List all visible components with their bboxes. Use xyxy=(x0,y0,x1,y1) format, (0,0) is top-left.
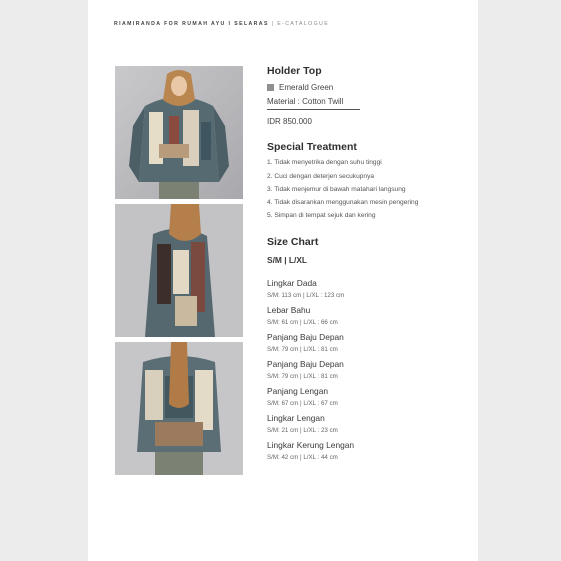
size-options: S/M | L/XL xyxy=(267,255,308,265)
color-row xyxy=(267,83,467,92)
measurement-label: Panjang Baju Depan xyxy=(267,332,344,342)
measurement-label: Panjang Baju Depan xyxy=(267,359,344,369)
brand-name: RIAMIRANDA FOR RUMAH AYU I SELARAS xyxy=(114,21,269,27)
header-separator: | xyxy=(268,21,278,27)
size-chart-title: Size Chart xyxy=(267,236,319,248)
product-photo-front xyxy=(115,66,243,199)
measurement-label: Lingkar Dada xyxy=(267,278,317,288)
measurement-value: S/M: 67 cm | L/XL : 67 cm xyxy=(267,400,338,407)
measurement-value: S/M: 79 cm | L/XL : 81 cm xyxy=(267,346,338,353)
product-material: Material : Cotton Twill xyxy=(267,97,344,106)
measurement-label: Lebar Bahu xyxy=(267,305,311,315)
measurement-value: S/M: 42 cm | L/XL : 44 cm xyxy=(267,454,338,461)
treatment-item: 4. Tidak disarankan menggunakan mesin pengering xyxy=(267,199,419,206)
measurement-value: S/M: 21 cm | L/XL : 23 cm xyxy=(267,427,338,434)
treatment-item: 2. Cuci dengan deterjen secukupnya xyxy=(267,173,375,180)
measurement-label: Panjang Lengan xyxy=(267,386,329,396)
measurement-value: S/M: 113 cm | L/XL : 123 cm xyxy=(267,292,345,299)
color-swatch xyxy=(267,84,274,91)
page-header xyxy=(114,21,329,27)
treatment-item: 1. Tidak menyetrika dengan suhu tinggi xyxy=(267,159,382,166)
treatment-item: 3. Tidak menjemur di bawah matahari langsung xyxy=(267,186,406,193)
product-price: IDR 850.000 xyxy=(267,117,312,126)
measurement-value: S/M: 61 cm | L/XL : 66 cm xyxy=(267,319,338,326)
measurement-value: S/M: 79 cm | L/XL : 81 cm xyxy=(267,373,338,380)
treatment-title: Special Treatment xyxy=(267,141,357,153)
product-photo-side xyxy=(115,204,243,337)
treatment-item: 5. Simpan di tempat sejuk dan kering xyxy=(267,212,376,219)
measurement-label: Lingkar Kerung Lengan xyxy=(267,440,355,450)
product-color: Emerald Green xyxy=(279,83,334,92)
catalogue-label: E-CATALOGUE xyxy=(277,21,330,27)
measurement-label: Lingkar Lengan xyxy=(267,413,325,423)
product-name: Holder Top xyxy=(267,65,322,77)
product-photo-back xyxy=(115,342,243,475)
material-divider xyxy=(267,109,360,110)
